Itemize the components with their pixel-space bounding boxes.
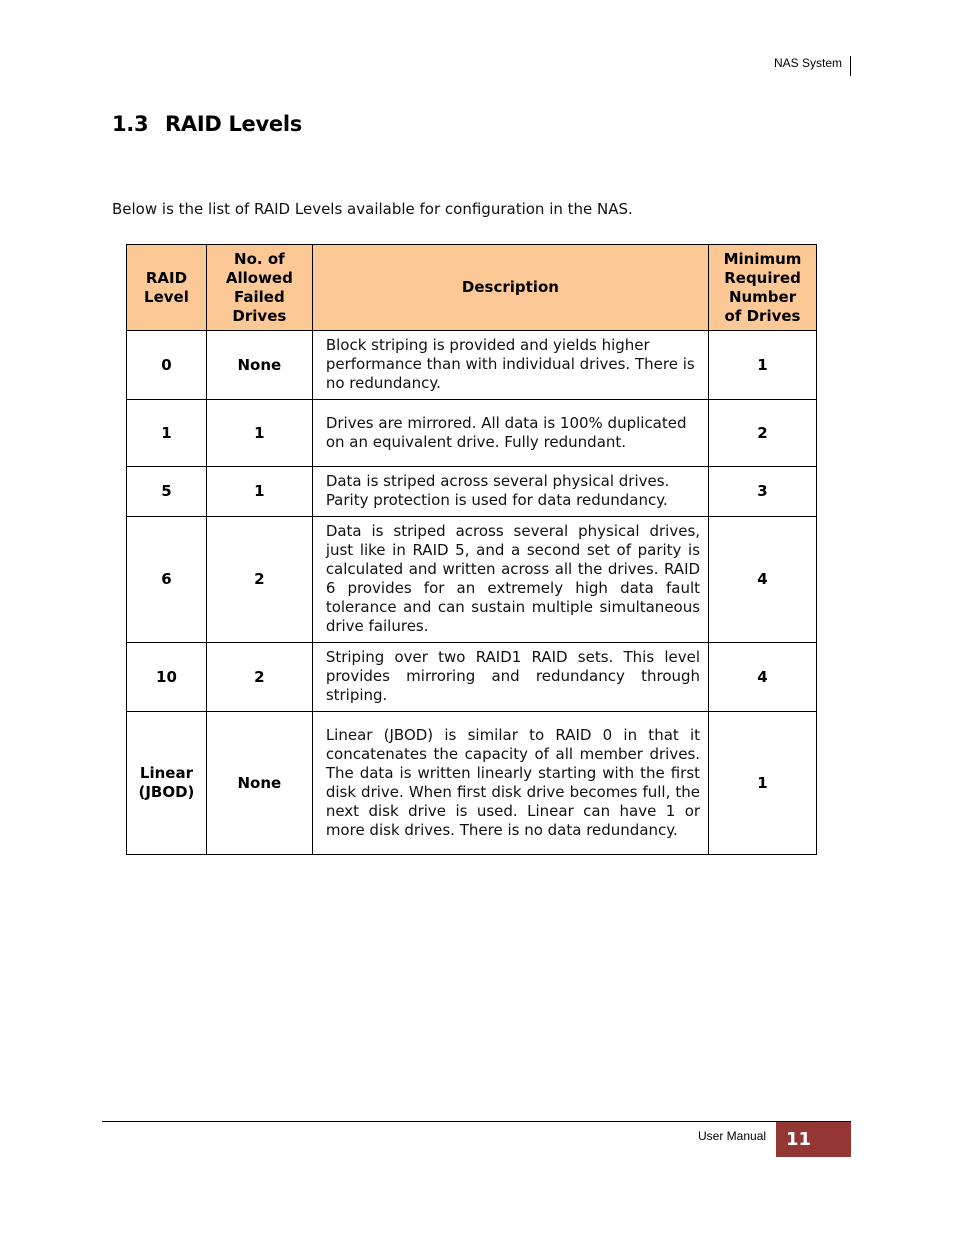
cell-minimum-drives: 3 (709, 467, 817, 517)
cell-allowed-failed: 1 (206, 467, 312, 517)
cell-description: Block striping is provided and yields higher performance than with individual drives. There is no redundancy. (312, 331, 708, 400)
cell-raid-level: 5 (127, 467, 207, 517)
table-row (127, 643, 817, 712)
cell-allowed-failed: None (206, 331, 312, 400)
table-row (127, 467, 817, 517)
cell-minimum-drives: 1 (709, 331, 817, 400)
cell-allowed-failed: None (206, 712, 312, 855)
cell-minimum-drives: 4 (709, 643, 817, 712)
section-heading (112, 112, 302, 136)
cell-description: Data is striped across several physical drives. Parity protection is used for data redundancy. (312, 467, 708, 517)
header-minimum-drives: Minimum Required Number of Drives (709, 245, 817, 331)
cell-description: Drives are mirrored. All data is 100% duplicated on an equivalent drive. Fully redundant. (312, 400, 708, 467)
table-row (127, 331, 817, 400)
table-row (127, 712, 817, 855)
cell-description: Data is striped across several physical drives, just like in RAID 5, and a second set of parity is calculated and written across all the drives. RAID 6 provides for an extremely high data fault tolerance and can sustain multiple simultaneous drive failures. (312, 517, 708, 643)
section-number: 1.3 (112, 112, 149, 136)
intro-paragraph: Below is the list of RAID Levels available for configuration in the NAS. (112, 200, 633, 218)
cell-raid-level: 6 (127, 517, 207, 643)
running-header: NAS System (773, 56, 842, 70)
cell-minimum-drives: 2 (709, 400, 817, 467)
footer-label: User Manual (698, 1129, 767, 1143)
cell-raid-level: 1 (127, 400, 207, 467)
table-header-row (127, 245, 817, 331)
footer-divider (102, 1121, 851, 1122)
raid-levels-table (126, 244, 817, 855)
table-row (127, 400, 817, 467)
header-raid-level: RAID Level (127, 245, 207, 331)
section-title: RAID Levels (165, 112, 302, 136)
cell-raid-level: 0 (127, 331, 207, 400)
cell-description: Linear (JBOD) is similar to RAID 0 in that it concatenates the capacity of all member drives. The data is written linearly starting with the first disk drive. When first disk drive becomes full, the next disk drive is used. Linear can have 1 or more disk drives. There is no data redundancy. (312, 712, 708, 855)
cell-raid-level: Linear (JBOD) (127, 712, 207, 855)
header-description: Description (312, 245, 708, 331)
cell-raid-level: 10 (127, 643, 207, 712)
table-row (127, 517, 817, 643)
cell-allowed-failed: 1 (206, 400, 312, 467)
cell-minimum-drives: 4 (709, 517, 817, 643)
header-divider (850, 56, 851, 76)
cell-allowed-failed: 2 (206, 517, 312, 643)
cell-minimum-drives: 1 (709, 712, 817, 855)
page-number-badge: 11 (776, 1122, 851, 1157)
header-allowed-failed-drives: No. of Allowed Failed Drives (206, 245, 312, 331)
cell-allowed-failed: 2 (206, 643, 312, 712)
cell-description: Striping over two RAID1 RAID sets. This level provides mirroring and redundancy through striping. (312, 643, 708, 712)
